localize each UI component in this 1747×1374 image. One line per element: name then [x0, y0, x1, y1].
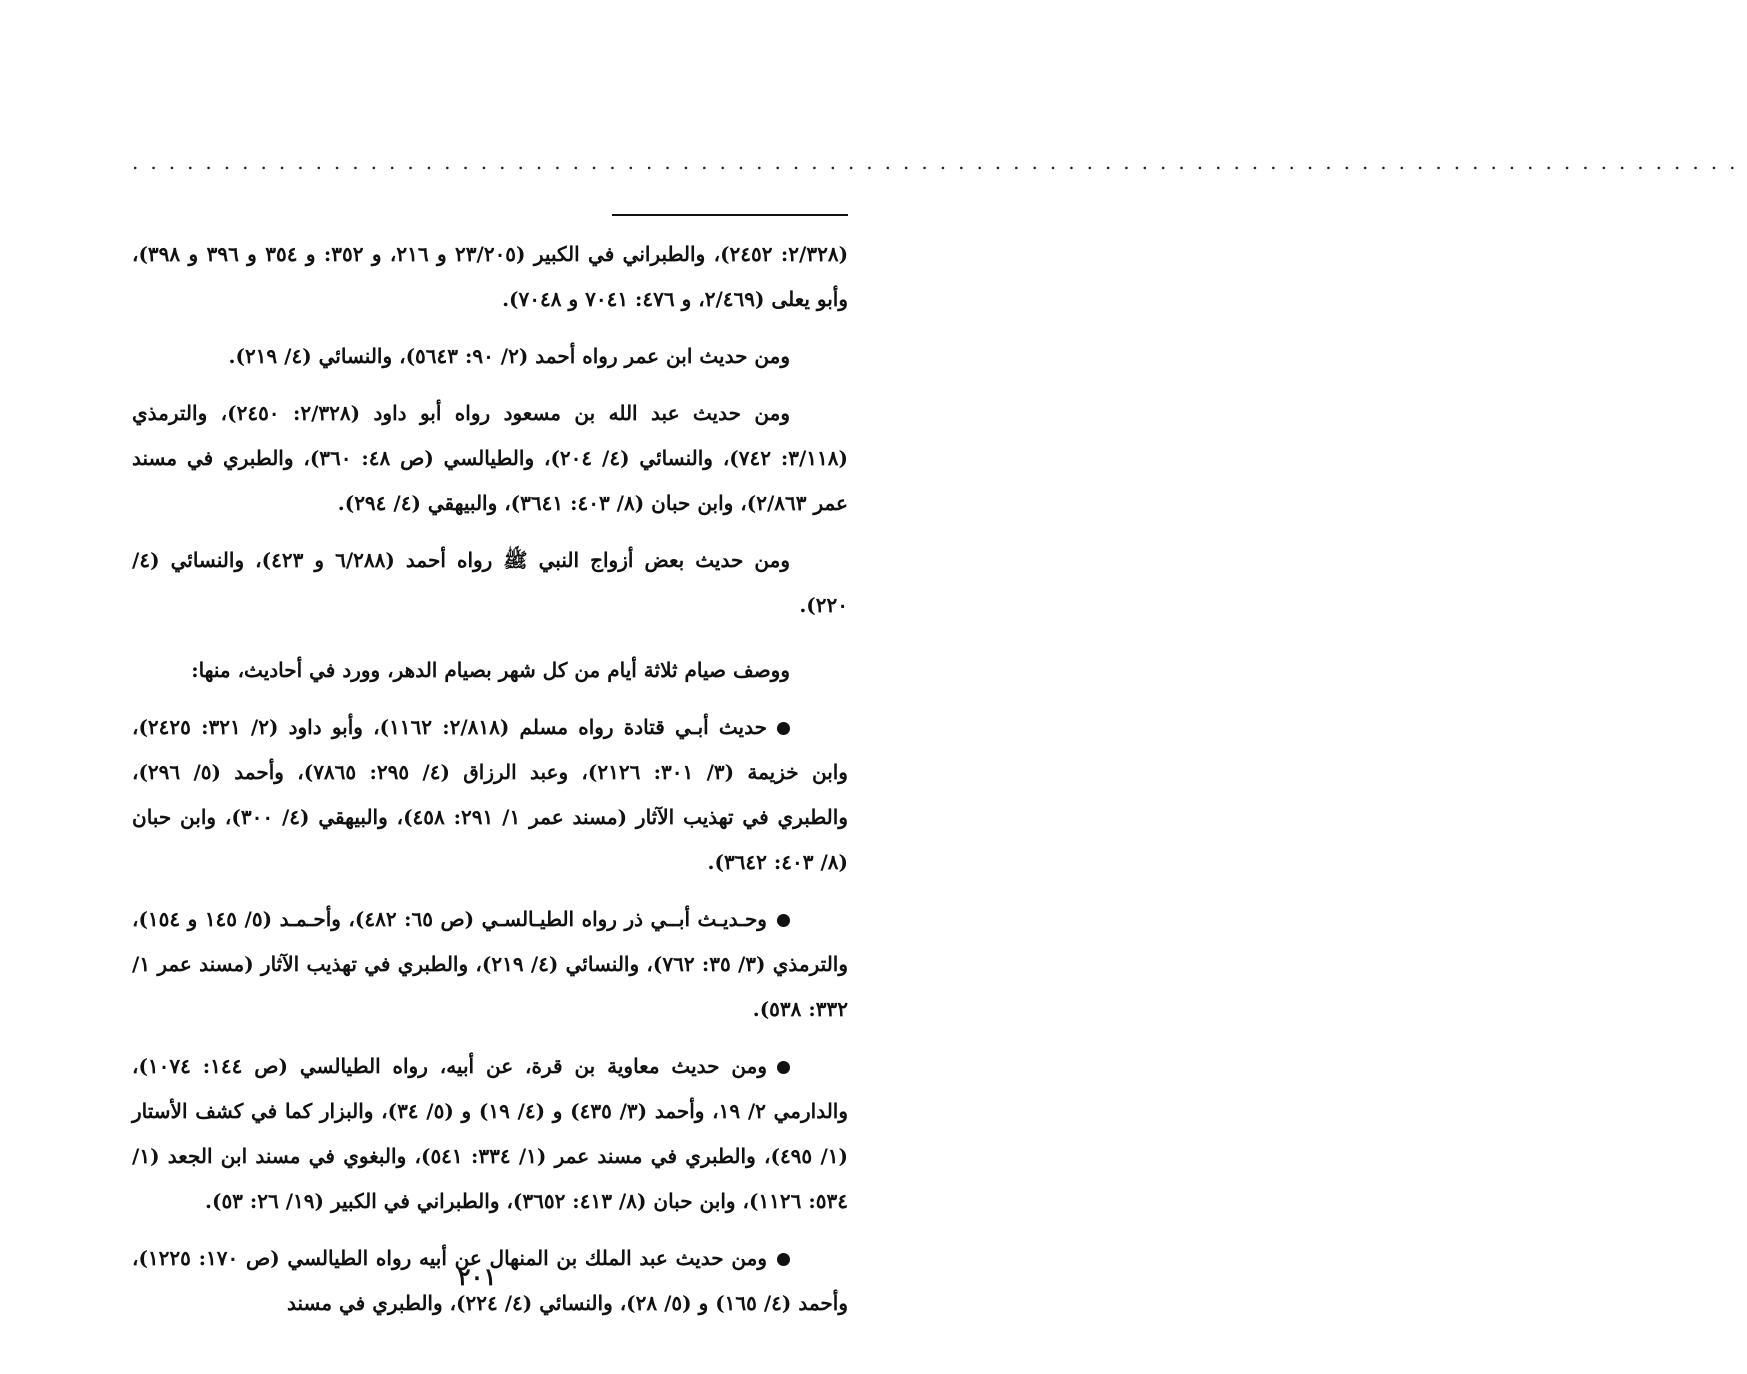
paragraph-text: ومن حديث عبد الملك بن المنهال عن أبيه رواه الطيالسي (ص ١٧٠: ١٢٢٥)، وأحمد (٤/ ١٦٥) و (٥/ ٢٨)، والنسائي (٤/ ٢٢٤)، والطبري في مسند	[132, 1246, 848, 1315]
paragraph: ومن حديث ابن عمر رواه أحمد (٢/ ٩٠: ٥٦٤٣)، والنسائي (٤/ ٢١٩).	[228, 344, 790, 368]
paragraph: ووصف صيام ثلاثة أيام من كل شهر بصيام الدهر، وورد في أحاديث، منها:	[191, 658, 790, 682]
dotted-separator: ........................................................................................	[132, 150, 1747, 174]
bullet-icon	[777, 1061, 790, 1074]
paragraph: ومن حديث بعض أزواج النبي ﷺ رواه أحمد (٦/٢٨٨ و ٤٢٣)، والنسائي (٤/ ٢٢٠).	[132, 548, 848, 617]
paragraph-text: حديث أبـي قتادة رواه مسلم (٢/٨١٨: ١١٦٢)، وأبو داود (٢/ ٣٢١: ٢٤٢٥)، وابن خزيمة (٣/ ٣٠١: ٢١٢٦)، وعبد الرزاق (٤/ ٢٩٥: ٧٨٦٥)، وأحمد (٥/ ٢٩٦)، والطبري في تهذيب الآثار (مسند عمر ١/ ٢٩١: ٤٥٨)، والبيهقي (٤/ ٣٠٠)، وابن حبان (٨/ ٤٠٣: ٣٦٤٢).	[132, 715, 848, 874]
footnote-body	[132, 232, 848, 1326]
footnote-rule	[612, 214, 848, 216]
bullet-icon	[777, 722, 790, 735]
paragraph-text: وحـديـث أبــي ذر رواه الطيـالسـي (ص ٦٥: ٤٨٢)، وأحـمـد (٥/ ١٤٥ و ١٥٤)، والترمذي (٣/ ٣٥: ٧٦٢)، والنسائي (٤/ ٢١٩)، والطبري في تهذيب الآثار (مسند عمر ١/ ٣٣٢: ٥٣٨).	[132, 907, 848, 1021]
bullet-paragraph	[132, 1044, 848, 1224]
bullet-paragraph	[132, 897, 848, 1032]
paragraph: ومن حديث عبد الله بن مسعود رواه أبو داود (٢/٣٢٨: ٢٤٥٠)، والترمذي (٣/١١٨: ٧٤٢)، والنسائي (٤/ ٢٠٤)، والطيالسي (ص ٤٨: ٣٦٠)، والطبري في مسند عمر ٢/٨٦٣)، وابن حبان (٨/ ٤٠٣: ٣٦٤١)، والبيهقي (٤/ ٢٩٤).	[132, 401, 848, 515]
paragraph-text: ومن حديث معاوية بن قرة، عن أبيه، رواه الطيالسي (ص ١٤٤: ١٠٧٤)، والدارمي ٢/ ١٩، وأحمد (٣/ ٤٣٥) و (٤/ ١٩) و (٥/ ٣٤)، والبزار كما في كشف الأستار (١/ ٤٩٥)، والطبري في مسند عمر (١/ ٣٣٤: ٥٤١)، والبغوي في مسند ابن الجعد (١/ ٥٣٤: ١١٢٦)، وابن حبان (٨/ ٤١٣: ٣٦٥٢)، والطبراني في الكبير (١٩/ ٢٦: ٥٣).	[132, 1054, 849, 1213]
paragraph: (٢/٣٢٨: ٢٤٥٢)، والطبراني في الكبير (٢٣/٢٠٥ و ٢١٦، و ٣٥٢: و ٣٥٤ و ٣٩٦ و ٣٩٨)، وأبو يعلى (٢/٤٦٩، و ٤٧٦: ٧٠٤١ و ٧٠٤٨).	[132, 242, 849, 311]
bullet-icon	[777, 914, 790, 927]
page-number: ٢٠١	[457, 1262, 497, 1291]
bullet-paragraph	[132, 705, 848, 885]
